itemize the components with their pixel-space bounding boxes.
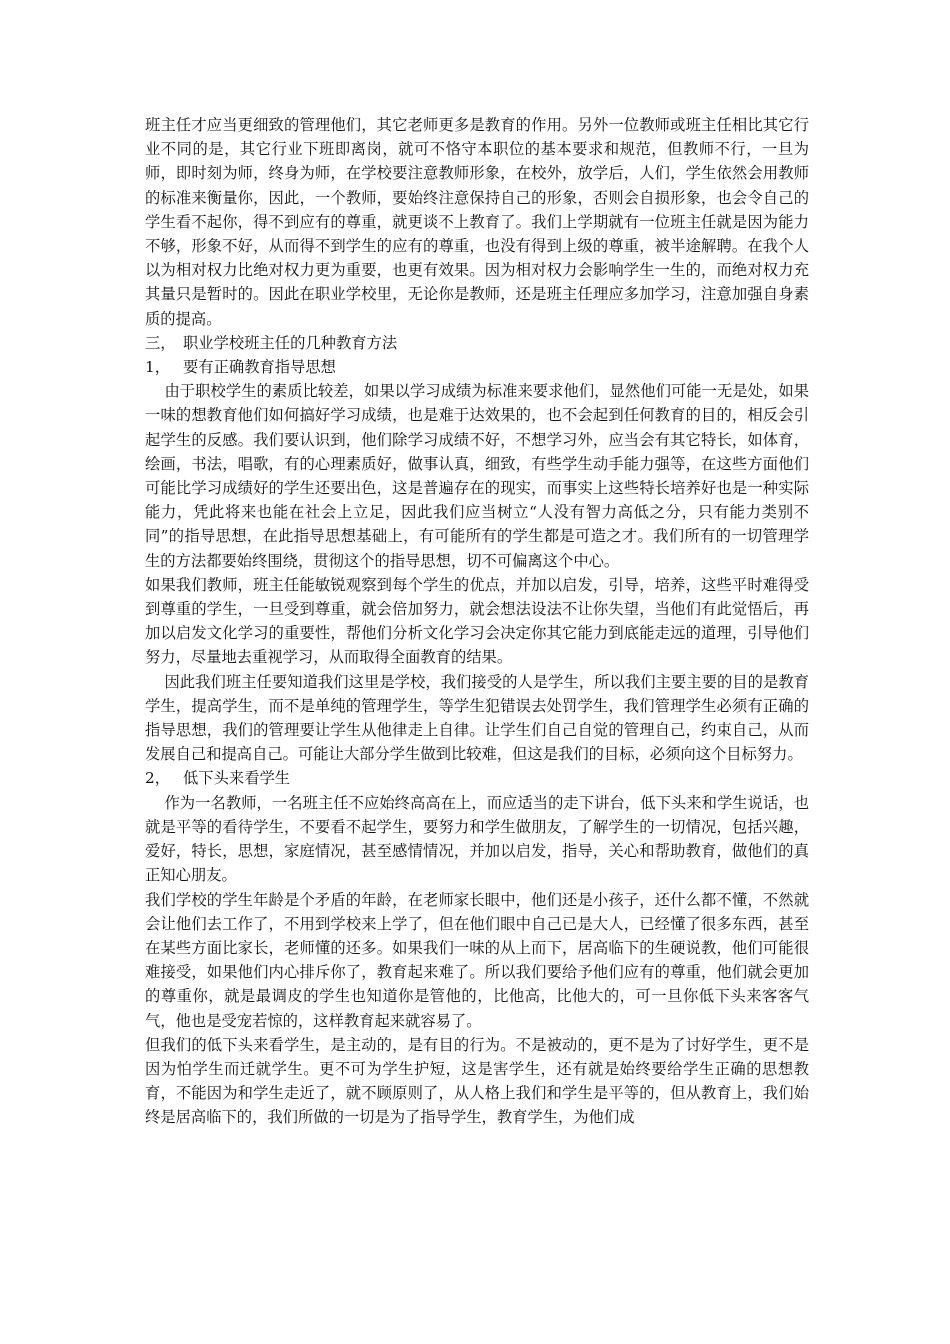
paragraph-student-quality: 由于职校学生的素质比较差，如果以学习成绩为标准来要求他们，显然他们可能一无是处，如果一味的想教育他们如何搞好学习成绩，也是难于达效果的，也不会起到任何教育的目的，相反会引起学生的反感。我们要认识到，他们除学习成绩不好，不想学习外，应当会有其它特长，如体育，绘画，书法，唱歌，有的心理素质好，做事认真，细致，有些学生动手能力强等，在这些方面他们可能比学习成绩好的学生还要出色，这是普遍存在的现实，而事实上这些特长培养好也是一种实际能力，凭此将来也能在社会上立足，因此我们应当树立“人没有智力高低之分，只有能力类别不同”的指导思想，在此指导思想基础上，有可能所有的学生都是可造之才。我们所有的一切管理学生的方法都要始终围绕，贯彻这个的指导思想，切不可偏离这个中心。 <box>145 382 809 570</box>
section-heading-3 <box>145 331 809 355</box>
subheading-title: 要有正确教育指导思想 <box>183 358 336 377</box>
paragraph-student-age: 我们学校的学生年龄是个矛盾的年龄，在老师家长眼中，他们还是小孩子，还什么都不懂，不然就会让他们去工作了，不用到学校来上学了，但在他们眼中自己已是大人，已经懂了很多东西，甚至在某些方面比家长，老师懂的还多。如果我们一味的从上而下，居高临下的生硬说教，他们可能很难接受，如果他们内心排斥你了，教育起来难了。所以我们要给予他们应有的尊重，他们就会更加的尊重你，就是最调皮的学生也知道你是管他的，比他高，比他大的，可一旦你低下头来客客气气，他也是受宠若惊的，这样教育起来就容易了。 <box>145 890 809 1030</box>
subheading-number: 2， <box>145 769 171 788</box>
subheading-number: 1， <box>145 358 171 377</box>
paragraph-equal-treatment: 作为一名教师，一名班主任不应始终高高在上，而应适当的走下讲台，低下头来和学生说话，也就是平等的看待学生，不要看不起学生，要努力和学生做朋友，了解学生的一切情况，包括兴趣，爱好，特长，思想，家庭情况，甚至感情情况，并加以启发，指导，关心和帮助教育，做他们的真正知心朋友。 <box>145 793 809 885</box>
paragraph-educate-goal: 因此我们班主任要知道我们这里是学校，我们接受的人是学生，所以我们主要主要的目的是教育学生，提高学生，而不是单纯的管理学生，等学生犯错误去处罚学生，我们管理学生必须有正确的指导思想，我们的管理要让学生从他律走上自律。让学生们自己自觉的管理自己，约束自己，从而发展自己和提高自己。可能让大部分学生做到比较难，但这是我们的目标，必须向这个目标努力。 <box>145 672 809 764</box>
section-title: 职业学校班主任的几种教育方法 <box>183 333 398 352</box>
section-number: 三， <box>145 333 176 352</box>
subheading-title: 低下头来看学生 <box>183 769 291 788</box>
paragraph-teacher-image: 班主任才应当更细致的管理他们，其它老师更多是教育的作用。另外一位教师或班主任相比其它行业不同的是，其它行业下班即离岗，就可不恪守本职位的基本要求和规范，但教师不行，一旦为师，即时刻为师，终身为师，在学校要注意教师形象，在校外，放学后，人们，学生依然会用教师的标准来衡量你，因此，一个教师，要始终注意保持自己的形象，否则会自损形象，也会令自己的学生看不起你，得不到应有的尊重，就更谈不上教育了。我们上学期就有一位班主任就是因为能力不够，形象不好，从而得不到学生的应有的尊重，也没有得到上级的尊重，被半途解聘。在我个人以为相对权力比绝对权力更为重要，也更有效果。因为相对权力会影响学生一生的，而绝对权力充其量只是暂时的。因此在职业学校里，无论你是教师，还是班主任理应多加学习，注意加强自身素质的提高。 <box>145 116 809 328</box>
subheading-2 <box>145 766 809 790</box>
paragraph-active-purpose: 但我们的低下头来看学生，是主动的，是有目的行为。不是被动的，更不是为了讨好学生，更不是因为怕学生而迁就学生。更不可为学生护短，这是害学生，还有就是始终要给学生正确的思想教育，不能因为和学生走近了，就不顾原则了，从人格上我们和学生是平等的，但从教育上，我们始终是居高临下的，我们所做的一切是为了指导学生，教育学生，为他们成 <box>145 1035 809 1127</box>
paragraph-observe-strengths: 如果我们教师，班主任能敏锐观察到每个学生的优点，并加以启发，引导，培养，这些平时难得受到尊重的学生，一旦受到尊重，就会倍加努力，就会想法设法不让你失望，当他们有此觉悟后，再加以启发文化学习的重要性，帮他们分析文化学习会决定你其它能力到底能走远的道理，引导他们努力，尽量地去重视学习，从而取得全面教育的结果。 <box>145 575 809 667</box>
document-page <box>145 113 809 1130</box>
subheading-1 <box>145 355 809 379</box>
